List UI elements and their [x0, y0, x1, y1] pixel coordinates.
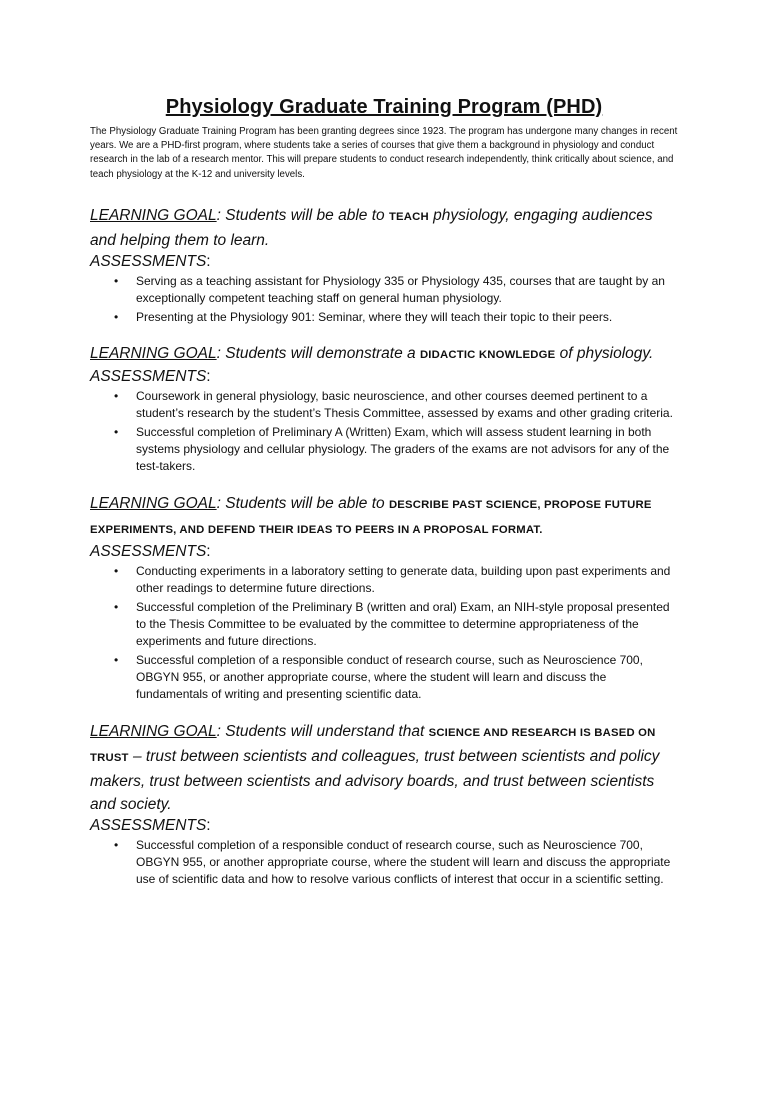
assessment-text: Serving as a teaching assistant for Physiology 335 or Physiology 435, courses that are taught by an exceptionally competent teaching staff on general human physiology.	[136, 273, 665, 305]
goal-emphasis: TEACH	[388, 210, 429, 223]
goal-text: physiology, engaging audiences and helping them to learn.	[90, 206, 653, 249]
assessment-list	[90, 563, 678, 703]
assessment-list	[90, 388, 678, 475]
learning-goal-label: LEARNING GOAL	[90, 206, 217, 224]
learning-goal-section	[90, 720, 678, 888]
goal-emphasis: DESCRIBE PAST SCIENCE, PROPOSE FUTURE EXPERIMENTS, AND DEFEND THEIR IDEAS TO PEERS IN A PROPOSAL FORMAT.	[90, 498, 652, 536]
assessments-label: ASSESSMENTS	[90, 252, 207, 270]
assessments-heading: ASSESSMENTS:	[90, 542, 211, 560]
bullet-icon: •	[114, 599, 119, 614]
goal-text: : Students will be able to	[216, 494, 389, 512]
goal-text: – trust between scientists and colleagues, trust between scientists and policy makers, trust between scientists and advisory boards, and trust between scientists and society.	[90, 747, 660, 813]
learning-goal-statement	[90, 204, 678, 252]
assessments-label: ASSESSMENTS	[90, 816, 207, 834]
assessment-text: Successful completion of the Preliminary B (written and oral) Exam, an NIH-style proposal presented to the Thesis Committee to be evaluated by the committee to determine appropriateness of the experiments and future directions.	[136, 599, 670, 648]
bullet-icon: •	[114, 837, 119, 852]
goal-emphasis: SCIENCE AND RESEARCH IS BASED ON TRUST	[90, 726, 656, 764]
assessment-text: Conducting experiments in a laboratory setting to generate data, building upon past experiments and other readings to determine future directions.	[136, 563, 671, 595]
learning-goal-statement	[90, 342, 678, 367]
list-item	[114, 273, 678, 307]
learning-goal-section	[90, 204, 678, 326]
learning-goal-section	[90, 492, 678, 703]
learning-goal-section	[90, 342, 678, 475]
list-item	[114, 599, 678, 650]
assessment-text: Successful completion of a responsible conduct of research course, such as Neuroscience 700, OBGYN 955, or another appropriate course, where the student will learn and discuss the fundamentals of writing and presenting scientific data.	[136, 652, 643, 701]
goal-text: of physiology.	[555, 344, 654, 362]
list-item	[114, 837, 678, 888]
goal-emphasis: DIDACTIC KNOWLEDGE	[419, 348, 556, 361]
learning-goal-statement	[90, 492, 678, 542]
learning-goal-label: LEARNING GOAL	[90, 722, 217, 740]
learning-goal-label: LEARNING GOAL	[90, 494, 217, 512]
list-item	[114, 309, 678, 326]
goal-text: : Students will understand that	[216, 722, 429, 740]
intro-paragraph: The Physiology Graduate Training Program has been granting degrees since 1923. The program has undergone many changes in recent years. We are a PHD-first program, where students take a series of courses that give them a background in physiology and conduct research in the lab of a research mentor. This will prepare students to conduct research independently, think critically about science, and teach physiology at the K-12 and university levels.	[90, 126, 678, 180]
bullet-icon: •	[114, 388, 119, 403]
goal-text: : Students will be able to	[216, 206, 389, 224]
list-item	[114, 563, 678, 597]
bullet-icon: •	[114, 563, 119, 578]
list-item	[114, 424, 678, 475]
bullet-icon: •	[114, 273, 119, 288]
list-item	[114, 388, 678, 422]
assessment-text: Coursework in general physiology, basic neuroscience, and other courses deemed pertinent to a student’s research by the student’s Thesis Committee, assessed by exams and other grading criteria.	[136, 388, 673, 420]
bullet-icon: •	[114, 309, 119, 324]
list-item	[114, 652, 678, 703]
bullet-icon: •	[114, 652, 119, 667]
assessments-heading: ASSESSMENTS:	[90, 252, 211, 270]
goal-text: : Students will demonstrate a	[216, 344, 420, 362]
assessment-text: Successful completion of a responsible conduct of research course, such as Neuroscience 700, OBGYN 955, or another appropriate course, where the student will learn and discuss the appropriate use of scientific data and how to resolve various conflicts of interest that occur in a scientific setting.	[136, 837, 671, 886]
document-page	[0, 96, 768, 1120]
assessments-label: ASSESSMENTS	[90, 542, 207, 560]
assessment-text: Successful completion of Preliminary A (Written) Exam, which will assess student learning in both systems physiology and cellular physiology. The graders of the exams are not advisors for any of the test-takers.	[136, 424, 670, 473]
assessment-list	[90, 273, 678, 326]
assessments-heading: ASSESSMENTS:	[90, 367, 211, 385]
assessments-heading: ASSESSMENTS:	[90, 816, 211, 834]
assessment-text: Presenting at the Physiology 901: Seminar, where they will teach their topic to their peers.	[136, 309, 613, 324]
document-title: Physiology Graduate Training Program (PHD)	[165, 96, 603, 118]
learning-goal-label: LEARNING GOAL	[90, 344, 217, 362]
assessment-list	[90, 837, 678, 888]
bullet-icon: •	[114, 424, 119, 439]
learning-goal-statement	[90, 720, 678, 816]
assessments-label: ASSESSMENTS	[90, 367, 207, 385]
